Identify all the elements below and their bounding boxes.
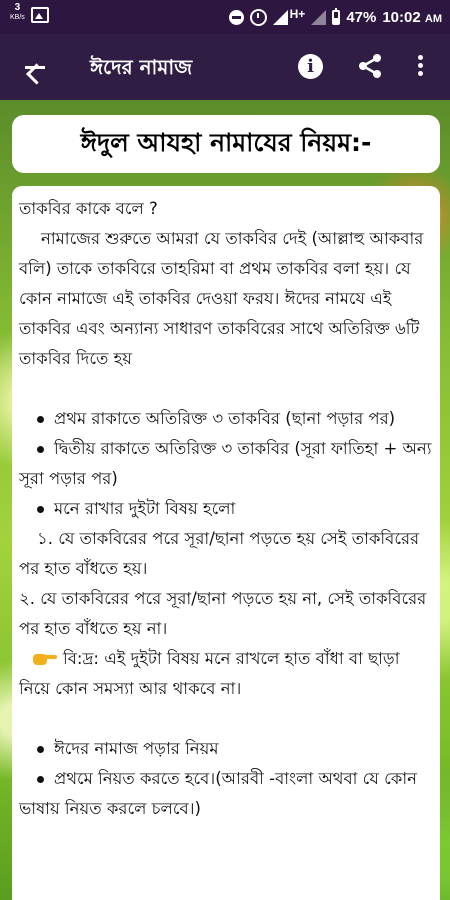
share-icon[interactable] — [356, 52, 384, 80]
bullet-text: দ্বিতীয় রাকাতে অতিরিক্ত ৩ তাকবির (সূরা ফাতিহা + অন্য সূরা পড়ার পর) — [19, 439, 432, 488]
numbered-item-1: ১. যে তাকবিরের পরে সূরা/ছানা পড়তে হয় সেই তাকবিরের পর হাত বাঁধতে হয়। — [19, 529, 420, 578]
note-text: বি:দ্র: এই দুইটা বিষয় মনে রাখলে হাত বাঁধা বা ছাড়া নিয়ে কোন সমস্যা আর থাকবে না। — [19, 649, 400, 698]
clock-ampm: AM — [424, 12, 442, 25]
app-bar — [0, 34, 450, 100]
alarm-icon — [250, 9, 267, 26]
note-line — [19, 644, 434, 704]
spacer — [19, 374, 434, 404]
network-type: H+ — [289, 7, 306, 21]
status-bar — [0, 0, 450, 34]
network-speed-unit: KB/s — [10, 14, 25, 21]
content-area[interactable] — [0, 100, 450, 900]
spacer — [19, 704, 434, 734]
image-notification-icon — [31, 7, 49, 23]
clock — [382, 9, 442, 26]
bullet-text: মনে রাখার দুইটা বিষয় হলো — [54, 499, 236, 518]
bullet-text: প্রথম রাকাতে অতিরিক্ত ৩ তাকবির (ছানা পড়ার পর) — [54, 409, 396, 428]
bullet-icon — [37, 506, 44, 513]
battery-icon — [332, 10, 340, 25]
bullet-niyat — [19, 764, 434, 824]
clock-time: 10:02 — [382, 8, 421, 26]
network-speed — [10, 3, 25, 23]
cell-signal-icon — [311, 10, 326, 25]
bullet-icon — [37, 446, 44, 453]
app-title: ঈদের নামাজ — [90, 55, 193, 79]
article-heading: ঈদুল আযহা নামাযের নিয়ম:- — [12, 115, 440, 173]
more-vert-icon[interactable] — [414, 55, 426, 79]
bullet-remember — [19, 494, 434, 524]
bullet-second-rakat — [19, 434, 434, 494]
numbered-item-2: ২. যে তাকবিরের পরে সূরা/ছানা পড়তে হয় না, সেই তাকবিরের পর হাত বাঁধতে হয় না। — [19, 589, 427, 638]
battery-percent: 47% — [346, 8, 377, 26]
question-line: তাকবির কাকে বলে ? — [19, 199, 158, 218]
do-not-disturb-icon — [229, 10, 244, 25]
info-icon[interactable]: i — [298, 54, 323, 79]
bullet-text: ঈদের নামাজ পড়ার নিয়ম — [54, 739, 219, 758]
back-arrow-icon[interactable] — [20, 51, 52, 83]
pointing-hand-icon — [33, 650, 57, 666]
bullet-icon — [37, 776, 44, 783]
bullet-first-rakat — [19, 404, 434, 434]
bullet-icon — [37, 746, 44, 753]
network-speed-value: 3 — [14, 2, 21, 13]
bullet-eid-prayer — [19, 734, 434, 764]
status-right — [229, 0, 442, 34]
article-body[interactable] — [12, 186, 440, 900]
status-left — [10, 3, 49, 23]
bullet-icon — [37, 416, 44, 423]
paragraph-takbir: নামাজের শুরুতে আমরা যে তাকবির দেই (আল্লাহু আকবার বলি) তাকে তাকবিরে তাহরিমা বা প্রথম তাকবির বলা হয়। যে কোন নামাজে এই তাকবির দেওয়া ফরয। ঈদের নামযে এই তাকবির এবং অন্যান্য সাধারণ তাকবিরের সাথে অতিরিক্ত ৬টি তাকবির দিতে হয় — [19, 229, 424, 368]
bullet-text: প্রথমে নিয়ত করতে হবে।(আরবী -বাংলা অথবা যে কোন ভাষায় নিয়ত করলে চলবে।) — [19, 769, 417, 818]
wifi-signal-icon — [273, 10, 288, 25]
